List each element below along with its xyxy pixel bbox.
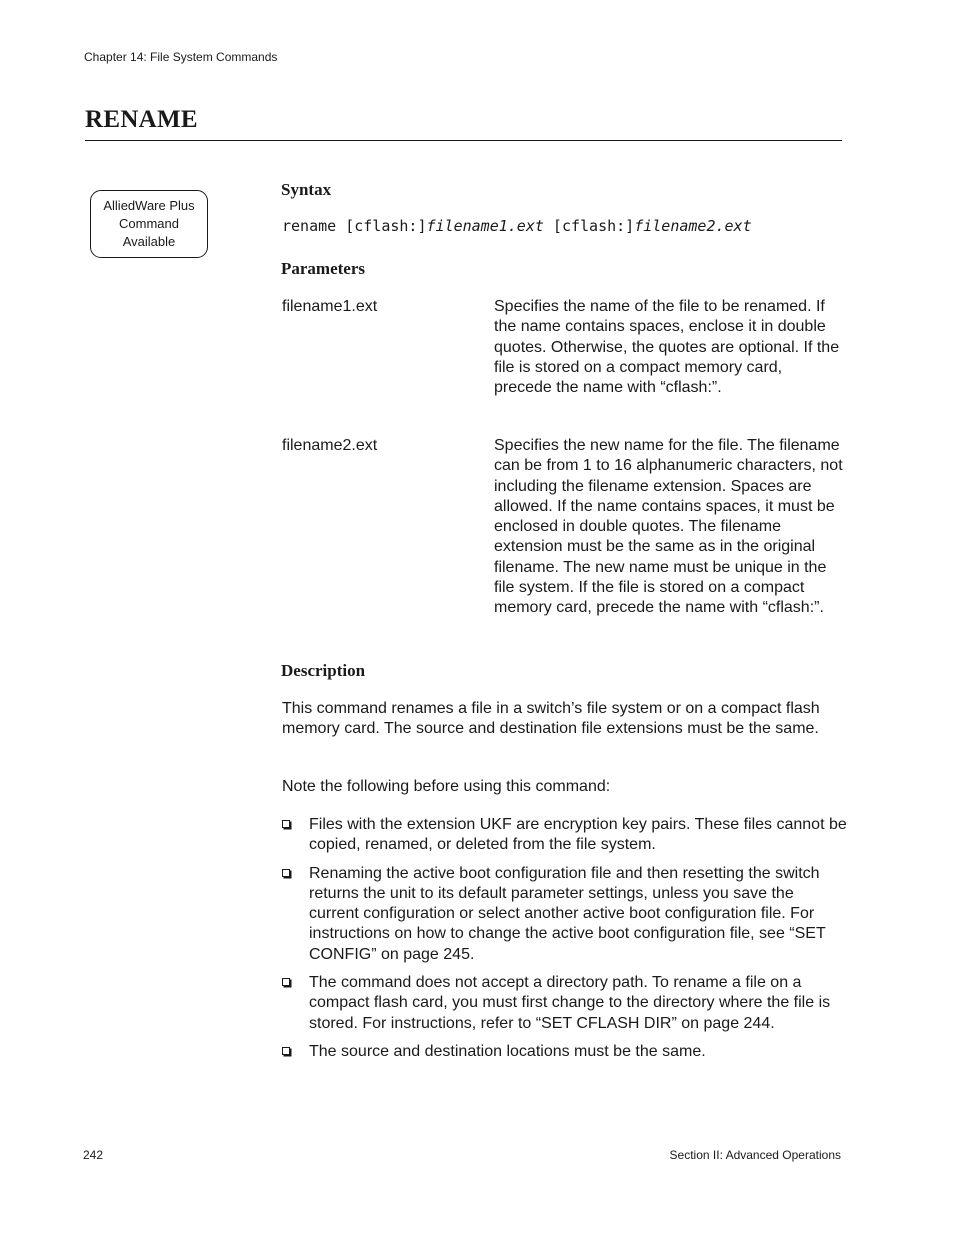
syntax-heading: Syntax: [281, 180, 332, 199]
page-title: RENAME: [85, 106, 198, 133]
list-item-text: The source and destination locations must be the same.: [309, 1042, 706, 1060]
title-rule: [85, 140, 842, 141]
description-paragraph-2: Note the following before using this command:: [282, 778, 611, 795]
page-number: 242: [83, 1148, 104, 1162]
syntax-command: [282, 217, 752, 235]
param-desc-2: Specifies the new name for the file. The filename can be from 1 to 16 alphanumeric characters, not including the filename extension. Spaces are allowed. If the name contains spaces, it must be enclosed in double quotes. The filename extension must be the same as in the original filename. The new name must be unique in the file system. If the file is stored on a compact memory card, precede the name with “cflash:”.: [494, 437, 843, 617]
badge-line-2: Command: [119, 216, 179, 231]
checkbox-bullet-icon: [282, 820, 290, 828]
chapter-header: Chapter 14: File System Commands: [84, 50, 278, 64]
syntax-cmd: rename [cflash:]: [282, 217, 427, 235]
parameters-heading: Parameters: [281, 259, 366, 278]
list-item: [282, 973, 847, 1034]
section-footer: Section II: Advanced Operations: [669, 1148, 841, 1162]
badge-line-1: AlliedWare Plus: [103, 198, 195, 213]
description-paragraph-1: This command renames a file in a switch’s file system or on a compact flash memory card. The source and destination file extensions must be the same.: [282, 700, 820, 738]
list-item-text: The command does not accept a directory path. To rename a file on a compact flash card, you must first change to the directory where the file is stored. For instructions, refer to “SET CFLASH DIR” on page 244.: [309, 974, 831, 1032]
checkbox-bullet-icon: [282, 1047, 290, 1055]
notes-list: [282, 815, 847, 1070]
list-item: [282, 864, 847, 965]
syntax-sep: [cflash:]: [543, 217, 635, 235]
list-item-text: Files with the extension UKF are encryption key pairs. These files cannot be copied, renamed, or deleted from the file system.: [309, 816, 847, 854]
description-heading: Description: [281, 661, 366, 680]
list-item-text: Renaming the active boot configuration file and then resetting the switch returns the unit to its default parameter settings, unless you save the current configuration or select another active boot configuration file. For instructions on how to change the active boot configuration file, see “SET CONFIG” on page 245.: [309, 864, 826, 963]
param-name-2: filename2.ext: [282, 437, 378, 454]
list-item: [282, 1042, 847, 1062]
badge-line-3: Available: [122, 234, 176, 249]
param-desc-1: Specifies the name of the file to be renamed. If the name contains spaces, enclose it in double quotes. Otherwise, the quotes are optional. If the file is stored on a compact memory card, precede the name with “cflash:”.: [494, 298, 840, 397]
syntax-arg1: filename1.ext: [426, 217, 544, 235]
list-item: [282, 815, 847, 856]
alliedware-badge: [90, 190, 208, 258]
checkbox-bullet-icon: [282, 869, 290, 877]
checkbox-bullet-icon: [282, 978, 290, 986]
syntax-arg2: filename2.ext: [634, 217, 752, 235]
param-name-1: filename1.ext: [282, 298, 378, 315]
